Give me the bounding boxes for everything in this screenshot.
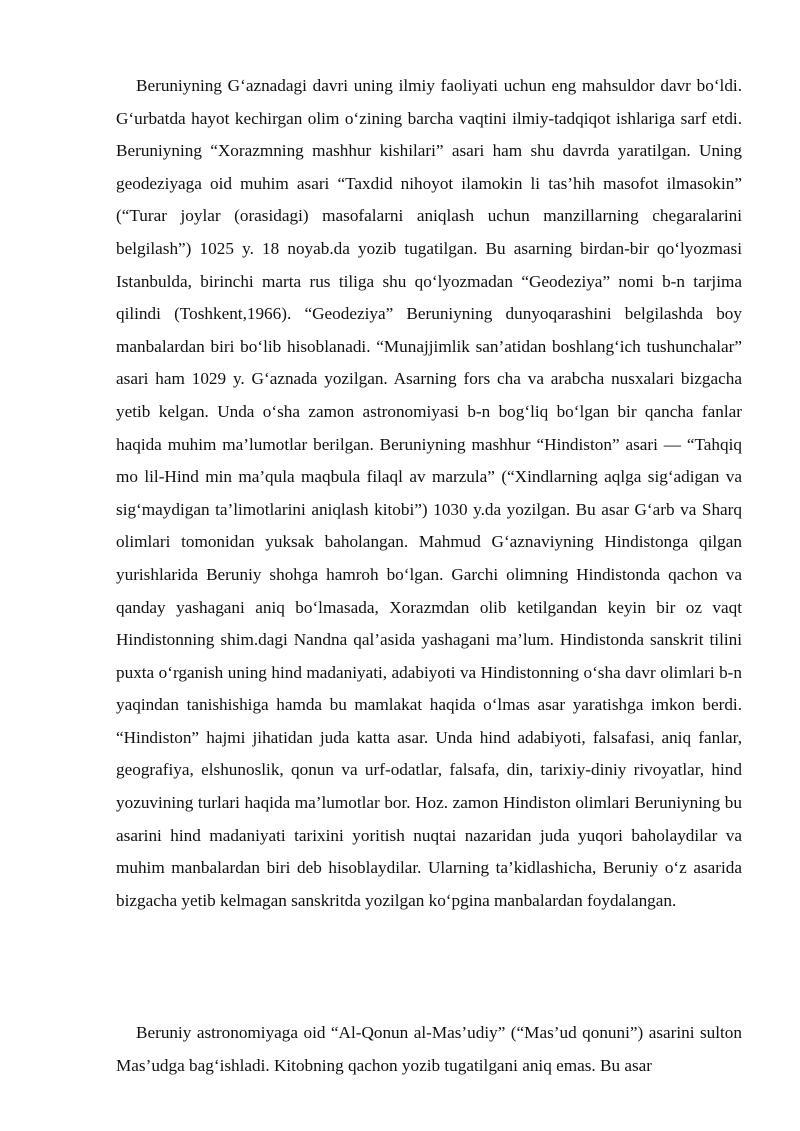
paragraph-block-2 bbox=[116, 1017, 742, 1082]
paragraph-block-1 bbox=[116, 70, 742, 917]
paragraph: Beruniyning G‘aznadagi davri uning ilmiy faoliyati uchun eng mahsuldor davr bo‘ldi. G‘urbatda hayot kechirgan olim o‘zining barcha vaqtini ilmiy-tadqiqot ishlariga sarf etdi. Beruniyning “Xorazmning mashhur kishilari” asari ham shu davrda yaratilgan. Uning geodeziyaga oid muhim asari “Taxdid nihoyot ilamokin li tas’hih masofot ilmasokin” (“Turar joylar (orasidagi) masofalarni aniqlash uchun manzillarning chegaralarini belgilash”) 1025 y. 18 noyab.da yozib tugatilgan. Bu asarning birdan-bir qo‘lyozmasi Istanbulda, birinchi marta rus tiliga shu qo‘lyozmadan “Geodeziya” nomi b-n tarjima qilindi (Toshkent,1966). “Geodeziya” Beruniyning dunyoqarashini belgilashda boy manbalardan biri bo‘lib hisoblanadi. “Munajjimlik san’atidan boshlang‘ich tushunchalar” asari ham 1029 y. G‘aznada yozilgan. Asarning fors cha va arabcha nusxalari bizgacha yetib kelgan. Unda o‘sha zamon astronomiyasi b-n bog‘liq bo‘lgan bir qancha fanlar haqida muhim ma’lumotlar berilgan. Beruniyning mashhur “Hindiston” asari — “Tahqiq mo lil-Hind min ma’qula maqbula filaql av marzula” (“Xindlarning aqlga sig‘adigan va sig‘maydigan ta’limotlarini aniqlash kitobi”) 1030 y.da yozilgan. Bu asar G‘arb va Sharq olimlari tomonidan yuksak baholangan. Mahmud G‘aznaviyning Hindistonga qilgan yurishlarida Beruniy shohga hamroh bo‘lgan. Garchi olimning Hindistonda qachon va qanday yashagani aniq bo‘lmasada, Xorazmdan olib ketilgandan keyin bir oz vaqt Hindistonning shim.dagi Nandna qal’asida yashagani ma’lum. Hindistonda sanskrit tilini puxta o‘rganish uning hind madaniyati, adabiyoti va Hindistonning o‘sha davr olimlari b-n yaqindan tanishishiga hamda bu mamlakat haqida o‘lmas asar yaratishga imkon berdi. “Hindiston” hajmi jihatidan juda katta asar. Unda hind adabiyoti, falsafasi, aniq fanlar, geografiya, elshunoslik, qonun va urf-odatlar, falsafa, din, tarixiy-diniy rivoyatlar, hind yozuvining turlari haqida ma’lumotlar bor. Hoz. zamon Hindiston olimlari Beruniyning bu asarini hind madaniyati tarixini yoritish nuqtai nazaridan juda yuqori baholaydilar va muhim manbalardan biri deb hisoblaydilar. Ularning ta’kidlashicha, Beruniy o‘z asarida bizgacha yetib kelmagan sanskritda yozilgan ko‘pgina manbalardan foydalangan. bbox=[116, 76, 742, 910]
paragraph: Beruniy astronomiyaga oid “Al-Qonun al-Mas’udiy” (“Mas’ud qonuni”) asarini sulton Mas’udga bag‘ishladi. Kitobning qachon yozib tugatilgani aniq emas. Bu asar bbox=[116, 1023, 742, 1075]
